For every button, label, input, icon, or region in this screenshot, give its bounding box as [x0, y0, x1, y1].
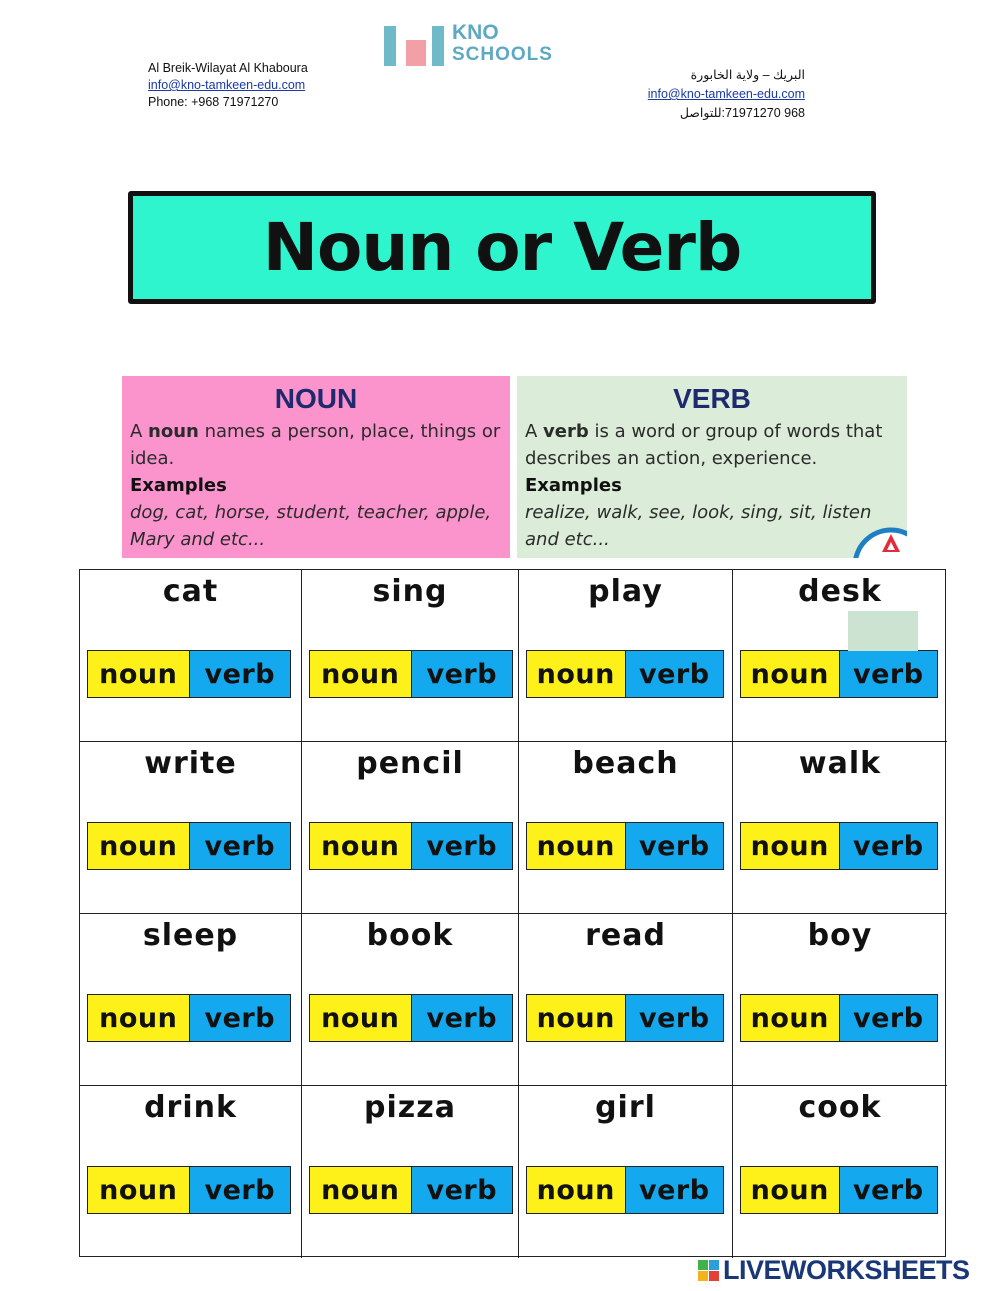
word-label: beach: [572, 746, 679, 781]
noun-choice-button[interactable]: noun: [741, 823, 840, 869]
word-label: pizza: [364, 1090, 456, 1125]
email-link-right[interactable]: info@kno-tamkeen-edu.com: [647, 87, 805, 101]
word-card: [302, 570, 519, 742]
choice-group: [526, 1166, 724, 1214]
noun-choice-button[interactable]: noun: [88, 651, 190, 697]
word-card: [302, 742, 519, 914]
contact-left: [148, 60, 308, 111]
word-card: [80, 1086, 302, 1258]
choice-group: [309, 822, 513, 870]
address-en: Al Breik-Wilayat Al Khaboura: [148, 61, 308, 75]
verb-examples: realize, walk, see, look, sing, sit, listen and etc...: [525, 502, 872, 550]
choice-group: [309, 994, 513, 1042]
word-card: [519, 570, 733, 742]
verb-choice-button[interactable]: verb: [626, 1167, 724, 1213]
noun-heading: NOUN: [274, 383, 358, 414]
kno-schools-logo: [382, 22, 552, 72]
noun-choice-button[interactable]: noun: [310, 1167, 412, 1213]
warning-sign-icon: [839, 522, 907, 558]
word-label: girl: [595, 1090, 656, 1125]
word-label: cat: [162, 574, 219, 609]
word-label: sleep: [142, 918, 239, 953]
word-label: pencil: [356, 746, 464, 781]
logo-bar-right-icon: [432, 26, 444, 66]
verb-definition-text: [525, 418, 899, 472]
phone-en: Phone: +968 71971270: [148, 95, 279, 109]
verb-choice-button[interactable]: verb: [412, 1167, 513, 1213]
address-ar: البريك – ولاية الخابورة: [690, 68, 805, 82]
verb-choice-button[interactable]: verb: [840, 995, 938, 1041]
lw-tile-icon: [698, 1260, 708, 1270]
verb-def-bold: verb: [543, 421, 589, 442]
word-label: book: [366, 918, 454, 953]
verb-choice-button[interactable]: verb: [412, 995, 513, 1041]
noun-def-post: names a person, place, things or idea.: [130, 421, 501, 469]
noun-choice-button[interactable]: noun: [527, 651, 626, 697]
noun-verb-grid: [79, 569, 946, 1257]
verb-definition-box: [517, 376, 907, 558]
word-card: [519, 742, 733, 914]
noun-choice-button[interactable]: noun: [741, 995, 840, 1041]
choice-group: [740, 1166, 938, 1214]
email-link-left[interactable]: info@kno-tamkeen-edu.com: [148, 78, 306, 92]
verb-def-post: is a word or group of words that describes an action, experience.: [525, 421, 883, 469]
verb-examples-heading: Examples: [525, 475, 622, 496]
noun-definition-box: [122, 376, 510, 558]
verb-choice-button[interactable]: verb: [626, 823, 724, 869]
word-card: [519, 1086, 733, 1258]
choice-group: [309, 650, 513, 698]
word-card: [302, 1086, 519, 1258]
choice-group: [87, 822, 291, 870]
answer-drop-zone[interactable]: [848, 611, 918, 651]
word-card: [733, 742, 947, 914]
word-card: [80, 914, 302, 1086]
page-title: Noun or Verb: [262, 209, 742, 286]
choice-group: [740, 994, 938, 1042]
word-label: read: [585, 918, 666, 953]
choice-group: [309, 1166, 513, 1214]
verb-choice-button[interactable]: verb: [840, 651, 938, 697]
verb-choice-button[interactable]: verb: [190, 1167, 291, 1213]
noun-choice-button[interactable]: noun: [310, 823, 412, 869]
noun-examples: dog, cat, horse, student, teacher, apple, Mary and etc...: [130, 502, 492, 550]
verb-choice-button[interactable]: verb: [626, 651, 724, 697]
logo-text: [452, 22, 553, 66]
word-label: play: [588, 574, 663, 609]
choice-group: [526, 994, 724, 1042]
choice-group: [87, 994, 291, 1042]
title-banner: [128, 191, 876, 304]
verb-choice-button[interactable]: verb: [412, 651, 513, 697]
verb-choice-button[interactable]: verb: [190, 823, 291, 869]
choice-group: [740, 650, 938, 698]
logo-bar-left-icon: [384, 26, 396, 66]
word-label: cook: [798, 1090, 882, 1125]
noun-def-pre: A: [130, 421, 149, 442]
noun-choice-button[interactable]: noun: [527, 1167, 626, 1213]
lw-tile-icon: [709, 1271, 719, 1281]
verb-def-pre: A: [525, 421, 544, 442]
lw-tile-icon: [698, 1271, 708, 1281]
word-card: [519, 914, 733, 1086]
verb-choice-button[interactable]: verb: [190, 995, 291, 1041]
word-card: [80, 570, 302, 742]
noun-def-bold: noun: [148, 421, 199, 442]
lw-tile-icon: [709, 1260, 719, 1270]
verb-choice-button[interactable]: verb: [626, 995, 724, 1041]
logo-line2: SCHOOLS: [452, 44, 553, 65]
liveworksheets-logo: [698, 1255, 970, 1286]
phone-ar: 968 71971270:للتواصل: [679, 106, 805, 120]
word-card: [302, 914, 519, 1086]
noun-choice-button[interactable]: noun: [527, 823, 626, 869]
noun-choice-button[interactable]: noun: [88, 995, 190, 1041]
noun-examples-heading: Examples: [130, 475, 227, 496]
word-card: [733, 1086, 947, 1258]
word-label: sing: [372, 574, 448, 609]
noun-choice-button[interactable]: noun: [88, 823, 190, 869]
noun-choice-button[interactable]: noun: [741, 1167, 840, 1213]
choice-group: [526, 650, 724, 698]
word-label: walk: [798, 746, 882, 781]
logo-square-icon: [406, 40, 426, 66]
choice-group: [87, 650, 291, 698]
verb-choice-button[interactable]: verb: [190, 651, 291, 697]
logo-line1: KNO: [452, 21, 499, 44]
noun-choice-button[interactable]: noun: [88, 1167, 190, 1213]
noun-choice-button[interactable]: noun: [741, 651, 840, 697]
word-card: [733, 570, 947, 742]
word-card: [80, 742, 302, 914]
word-label: desk: [798, 574, 882, 609]
liveworksheets-brand: LIVEWORKSHEETS: [723, 1255, 970, 1285]
verb-heading: VERB: [673, 383, 751, 414]
choice-group: [526, 822, 724, 870]
noun-choice-button[interactable]: noun: [310, 995, 412, 1041]
word-card: [733, 914, 947, 1086]
noun-choice-button[interactable]: noun: [527, 995, 626, 1041]
word-label: boy: [807, 918, 873, 953]
choice-group: [740, 822, 938, 870]
noun-definition-text: [130, 418, 502, 472]
word-label: write: [144, 746, 237, 781]
word-label: drink: [144, 1090, 237, 1125]
verb-choice-button[interactable]: verb: [840, 823, 938, 869]
choice-group: [87, 1166, 291, 1214]
contact-right: [648, 66, 805, 123]
verb-choice-button[interactable]: verb: [412, 823, 513, 869]
liveworksheets-grid-icon: [698, 1260, 719, 1281]
verb-choice-button[interactable]: verb: [840, 1167, 938, 1213]
noun-choice-button[interactable]: noun: [310, 651, 412, 697]
